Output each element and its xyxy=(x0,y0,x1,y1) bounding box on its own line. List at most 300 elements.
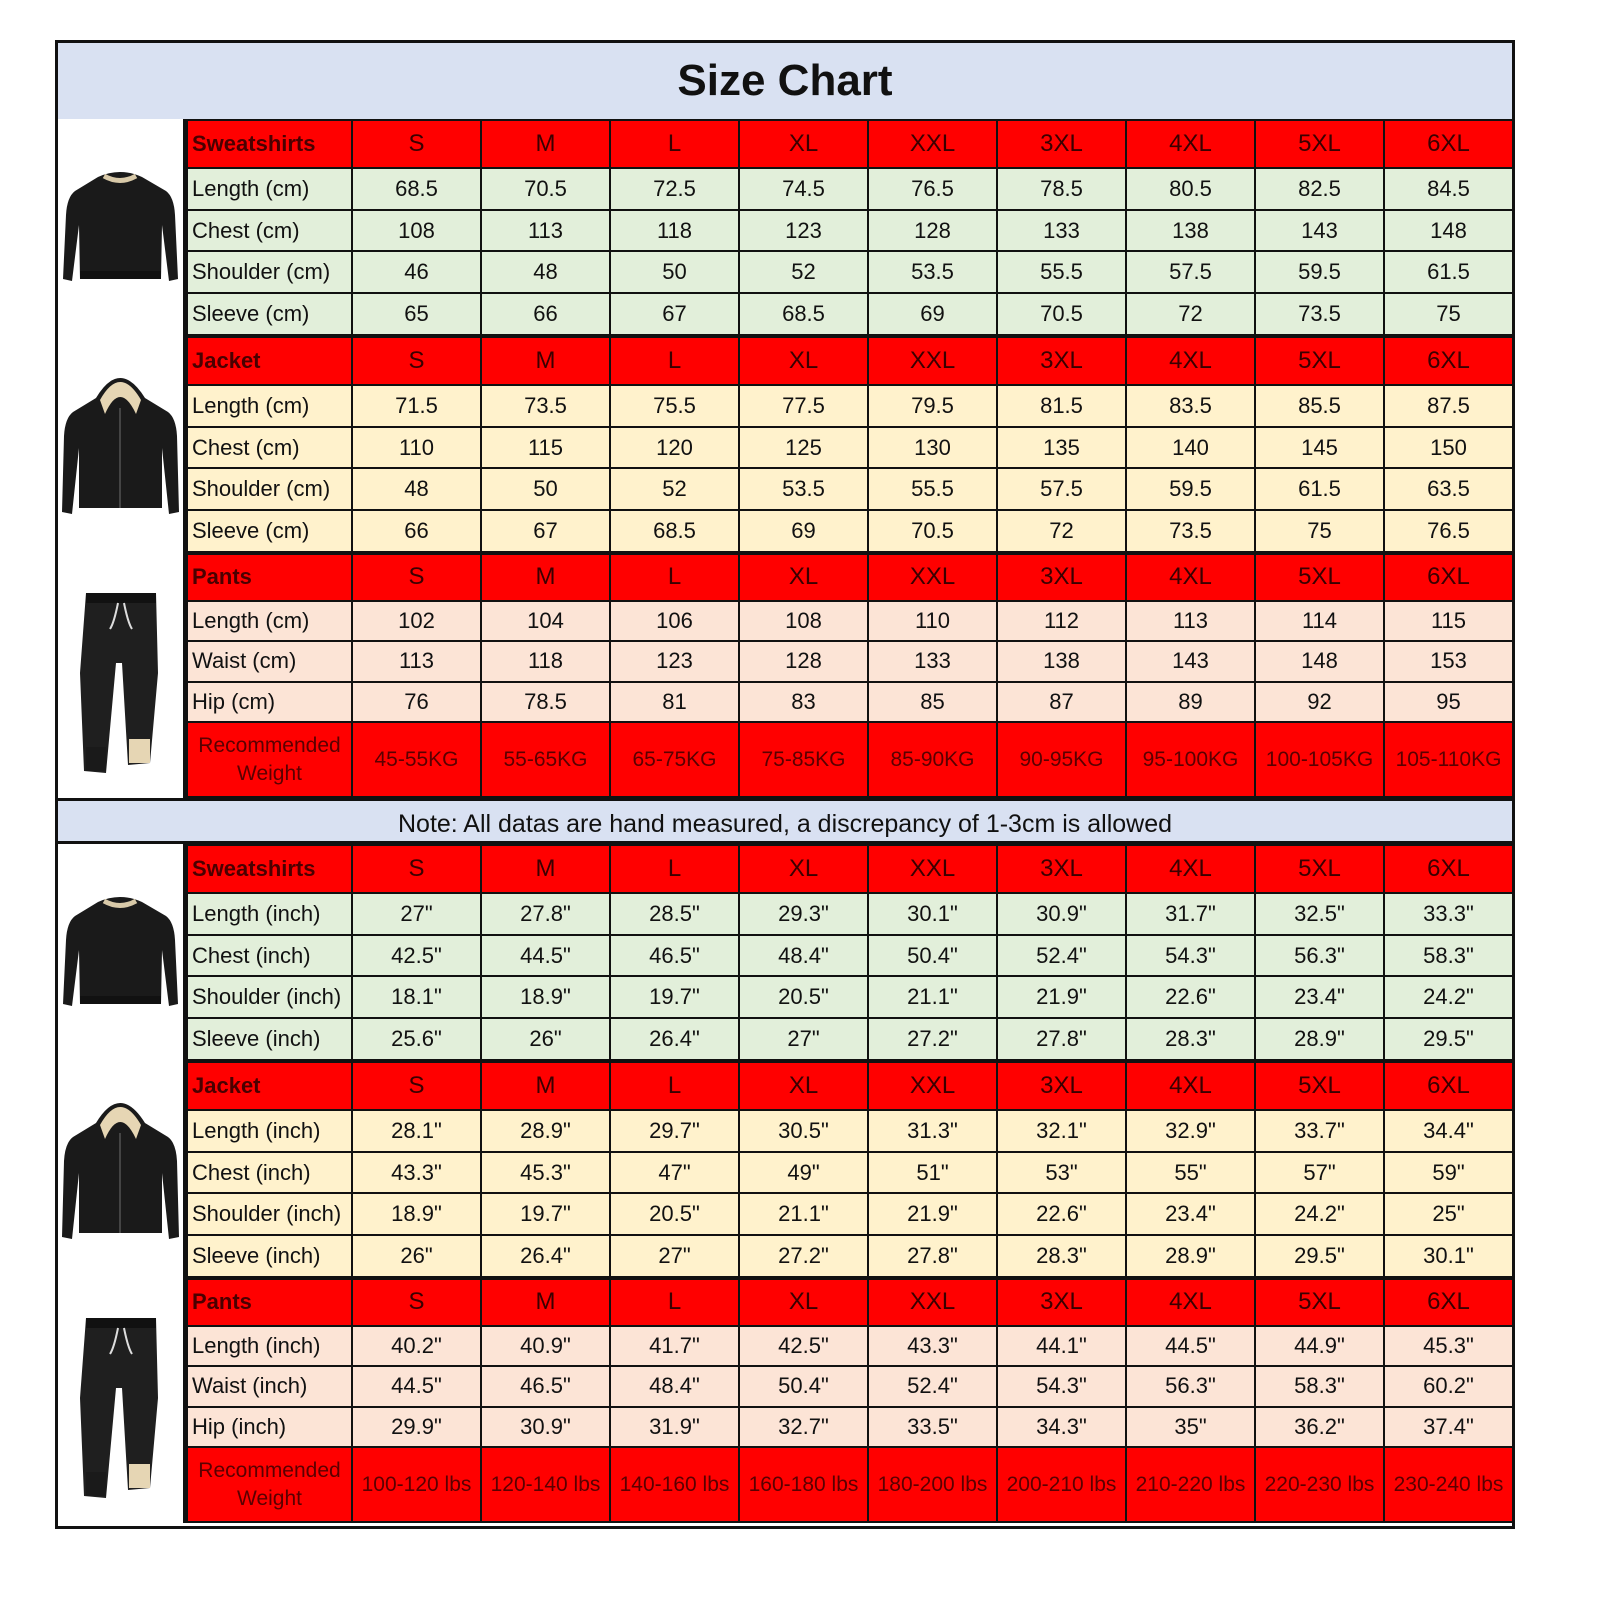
measurement-value: 61.5 xyxy=(1255,468,1384,510)
measurement-value: 35" xyxy=(1126,1407,1255,1448)
measurement-row xyxy=(187,1193,1513,1235)
size-label: XXL xyxy=(868,554,997,601)
size-label: 4XL xyxy=(1126,1279,1255,1326)
measurement-value: 59.5 xyxy=(1126,468,1255,510)
measurement-value: 28.9" xyxy=(481,1110,610,1152)
measurement-label: Sleeve (cm) xyxy=(187,293,352,335)
size-label: 3XL xyxy=(997,1279,1126,1326)
size-label: XXL xyxy=(868,120,997,168)
measurement-value: 53.5 xyxy=(868,251,997,293)
pants-image xyxy=(58,1278,183,1523)
measurement-value: 30.9" xyxy=(997,893,1126,935)
measurement-row xyxy=(187,1018,1513,1060)
size-label: 6XL xyxy=(1384,1279,1513,1326)
measurement-label: Hip (cm) xyxy=(187,682,352,723)
size-label: M xyxy=(481,1062,610,1110)
measurement-value: 23.4" xyxy=(1126,1193,1255,1235)
measurement-value: 44.5" xyxy=(1126,1326,1255,1367)
measurement-value: 24.2" xyxy=(1384,976,1513,1018)
measurement-value: 27" xyxy=(352,893,481,935)
size-header-row xyxy=(187,845,1513,893)
measurement-value: 85 xyxy=(868,682,997,723)
size-label: M xyxy=(481,337,610,385)
jacket-image xyxy=(58,336,183,551)
measurement-value: 113 xyxy=(481,210,610,252)
size-label: XL xyxy=(739,120,868,168)
measurement-value: 70.5 xyxy=(868,510,997,552)
measurement-value: 150 xyxy=(1384,427,1513,469)
measurement-value: 106 xyxy=(610,601,739,642)
size-label: XL xyxy=(739,1279,868,1326)
measurement-value: 123 xyxy=(610,641,739,682)
measurement-value: 56.3" xyxy=(1126,1366,1255,1407)
size-label: 6XL xyxy=(1384,1062,1513,1110)
measurement-value: 75 xyxy=(1384,293,1513,335)
product-name: Pants xyxy=(187,554,352,601)
measurement-value: 55" xyxy=(1126,1152,1255,1194)
measurement-value: 78.5 xyxy=(997,168,1126,210)
measurement-row xyxy=(187,210,1513,252)
measurement-value: 27" xyxy=(610,1235,739,1277)
measurement-value: 46.5" xyxy=(481,1366,610,1407)
size-label: L xyxy=(610,554,739,601)
recommended-weight-value: 85-90KG xyxy=(868,722,997,797)
measurement-value: 76.5 xyxy=(1384,510,1513,552)
measurement-label: Length (inch) xyxy=(187,1110,352,1152)
measurement-value: 46.5" xyxy=(610,935,739,977)
size-header-row xyxy=(187,1279,1513,1326)
measurement-value: 41.7" xyxy=(610,1326,739,1367)
measurement-value: 110 xyxy=(868,601,997,642)
measurement-label: Shoulder (inch) xyxy=(187,976,352,1018)
size-label: L xyxy=(610,1279,739,1326)
size-label: XL xyxy=(739,1062,868,1110)
measurement-value: 104 xyxy=(481,601,610,642)
recommended-weight-value: 210-220 lbs xyxy=(1126,1447,1255,1522)
measurement-value: 32.1" xyxy=(997,1110,1126,1152)
size-label: 5XL xyxy=(1255,337,1384,385)
measurement-value: 70.5 xyxy=(481,168,610,210)
measurement-row xyxy=(187,682,1513,723)
measurement-value: 130 xyxy=(868,427,997,469)
measurement-value: 26.4" xyxy=(481,1235,610,1277)
measurement-value: 76.5 xyxy=(868,168,997,210)
measurement-value: 40.9" xyxy=(481,1326,610,1367)
size-label: M xyxy=(481,845,610,893)
size-header-row xyxy=(187,337,1513,385)
measurement-value: 43.3" xyxy=(352,1152,481,1194)
measurement-value: 52 xyxy=(610,468,739,510)
measurement-value: 108 xyxy=(352,210,481,252)
measurement-value: 27.2" xyxy=(739,1235,868,1277)
recommended-weight-label: Recommended Weight xyxy=(187,722,352,797)
measurement-value: 33.3" xyxy=(1384,893,1513,935)
measurement-row xyxy=(187,601,1513,642)
measurement-value: 85.5 xyxy=(1255,385,1384,427)
measurement-label: Waist (cm) xyxy=(187,641,352,682)
measurement-value: 57" xyxy=(1255,1152,1384,1194)
measurement-value: 33.7" xyxy=(1255,1110,1384,1152)
recommended-weight-value: 100-105KG xyxy=(1255,722,1384,797)
measurement-value: 82.5 xyxy=(1255,168,1384,210)
measurement-value: 133 xyxy=(868,641,997,682)
measurement-value: 29.5" xyxy=(1384,1018,1513,1060)
recommended-weight-value: 160-180 lbs xyxy=(739,1447,868,1522)
measurement-value: 73.5 xyxy=(1126,510,1255,552)
measurement-label: Length (cm) xyxy=(187,168,352,210)
recommended-weight-value: 120-140 lbs xyxy=(481,1447,610,1522)
size-label: S xyxy=(352,845,481,893)
measurement-value: 31.3" xyxy=(868,1110,997,1152)
measurement-label: Chest (inch) xyxy=(187,1152,352,1194)
product-name: Jacket xyxy=(187,1062,352,1110)
size-label: 4XL xyxy=(1126,120,1255,168)
size-label: 3XL xyxy=(997,554,1126,601)
size-label: 5XL xyxy=(1255,120,1384,168)
recommended-weight-value: 95-100KG xyxy=(1126,722,1255,797)
size-label: 4XL xyxy=(1126,1062,1255,1110)
measurement-row xyxy=(187,641,1513,682)
measurement-label: Sleeve (inch) xyxy=(187,1235,352,1277)
measurement-value: 26" xyxy=(352,1235,481,1277)
product-name: Sweatshirts xyxy=(187,845,352,893)
size-label: 5XL xyxy=(1255,554,1384,601)
recommended-weight-row xyxy=(187,1447,1513,1522)
measurement-value: 118 xyxy=(610,210,739,252)
measurement-value: 52.4" xyxy=(868,1366,997,1407)
size-label: 5XL xyxy=(1255,1279,1384,1326)
measurement-value: 66 xyxy=(481,293,610,335)
size-label: 3XL xyxy=(997,845,1126,893)
measurement-value: 28.3" xyxy=(997,1235,1126,1277)
measurement-value: 32.9" xyxy=(1126,1110,1255,1152)
measurement-value: 28.9" xyxy=(1126,1235,1255,1277)
measurement-value: 22.6" xyxy=(1126,976,1255,1018)
recommended-weight-value: 45-55KG xyxy=(352,722,481,797)
measurement-value: 78.5 xyxy=(481,682,610,723)
measurement-value: 51" xyxy=(868,1152,997,1194)
measurement-value: 74.5 xyxy=(739,168,868,210)
measurement-label: Waist (inch) xyxy=(187,1366,352,1407)
measurement-value: 140 xyxy=(1126,427,1255,469)
measurement-value: 48 xyxy=(481,251,610,293)
measurement-label: Shoulder (cm) xyxy=(187,468,352,510)
measurement-value: 143 xyxy=(1126,641,1255,682)
measurement-label: Chest (inch) xyxy=(187,935,352,977)
size-label: XL xyxy=(739,845,868,893)
measurement-value: 120 xyxy=(610,427,739,469)
size-label: XXL xyxy=(868,845,997,893)
measurement-value: 36.2" xyxy=(1255,1407,1384,1448)
measurement-value: 28.3" xyxy=(1126,1018,1255,1060)
measurement-value: 44.1" xyxy=(997,1326,1126,1367)
measurement-value: 37.4" xyxy=(1384,1407,1513,1448)
size-label: 3XL xyxy=(997,337,1126,385)
measurement-value: 21.1" xyxy=(739,1193,868,1235)
recommended-weight-value: 65-75KG xyxy=(610,722,739,797)
measurement-row xyxy=(187,468,1513,510)
inch-jacket-table xyxy=(186,1061,1514,1278)
measurement-value: 21.9" xyxy=(997,976,1126,1018)
size-label: XL xyxy=(739,554,868,601)
measurement-value: 52.4" xyxy=(997,935,1126,977)
size-label: S xyxy=(352,337,481,385)
measurement-value: 153 xyxy=(1384,641,1513,682)
size-label: L xyxy=(610,1062,739,1110)
measurement-value: 30.1" xyxy=(1384,1235,1513,1277)
measurement-row xyxy=(187,168,1513,210)
recommended-weight-value: 230-240 lbs xyxy=(1384,1447,1513,1522)
measurement-value: 113 xyxy=(1126,601,1255,642)
sweatshirt-image xyxy=(58,119,183,334)
recommended-weight-value: 100-120 lbs xyxy=(352,1447,481,1522)
measurement-value: 143 xyxy=(1255,210,1384,252)
measurement-row xyxy=(187,510,1513,552)
measurement-value: 28.5" xyxy=(610,893,739,935)
size-label: 5XL xyxy=(1255,1062,1384,1110)
size-label: 6XL xyxy=(1384,845,1513,893)
measurement-value: 45.3" xyxy=(481,1152,610,1194)
size-label: 3XL xyxy=(997,120,1126,168)
measurement-value: 73.5 xyxy=(481,385,610,427)
measurement-value: 118 xyxy=(481,641,610,682)
size-label: S xyxy=(352,1279,481,1326)
measurement-value: 71.5 xyxy=(352,385,481,427)
measurement-value: 25" xyxy=(1384,1193,1513,1235)
measurement-value: 123 xyxy=(739,210,868,252)
measurement-value: 67 xyxy=(481,510,610,552)
chart-title: Size Chart xyxy=(58,43,1512,122)
measurement-value: 145 xyxy=(1255,427,1384,469)
measurement-value: 87.5 xyxy=(1384,385,1513,427)
size-label: 4XL xyxy=(1126,337,1255,385)
measurement-value: 69 xyxy=(739,510,868,552)
measurement-label: Chest (cm) xyxy=(187,210,352,252)
measurement-value: 108 xyxy=(739,601,868,642)
measurement-value: 20.5" xyxy=(610,1193,739,1235)
measurement-note: Note: All datas are hand measured, a discrepancy of 1-3cm is allowed xyxy=(58,798,1512,844)
measurement-value: 61.5 xyxy=(1384,251,1513,293)
measurement-value: 70.5 xyxy=(997,293,1126,335)
size-label: M xyxy=(481,554,610,601)
measurement-value: 21.9" xyxy=(868,1193,997,1235)
measurement-value: 69 xyxy=(868,293,997,335)
measurement-value: 138 xyxy=(1126,210,1255,252)
measurement-label: Length (cm) xyxy=(187,601,352,642)
measurement-value: 112 xyxy=(997,601,1126,642)
measurement-value: 75.5 xyxy=(610,385,739,427)
size-label: 6XL xyxy=(1384,120,1513,168)
product-picture xyxy=(58,336,186,553)
measurement-row xyxy=(187,1235,1513,1277)
measurement-value: 66 xyxy=(352,510,481,552)
recommended-weight-label: Recommended Weight xyxy=(187,1447,352,1522)
measurement-value: 33.5" xyxy=(868,1407,997,1448)
measurement-value: 72 xyxy=(1126,293,1255,335)
product-picture xyxy=(58,119,186,336)
measurement-value: 28.1" xyxy=(352,1110,481,1152)
measurement-value: 56.3" xyxy=(1255,935,1384,977)
recommended-weight-value: 55-65KG xyxy=(481,722,610,797)
measurement-value: 26" xyxy=(481,1018,610,1060)
recommended-weight-value: 200-210 lbs xyxy=(997,1447,1126,1522)
pants-image xyxy=(58,553,183,798)
measurement-value: 27.8" xyxy=(481,893,610,935)
measurement-value: 55.5 xyxy=(868,468,997,510)
size-label: 6XL xyxy=(1384,337,1513,385)
measurement-value: 114 xyxy=(1255,601,1384,642)
product-name: Jacket xyxy=(187,337,352,385)
measurement-value: 57.5 xyxy=(1126,251,1255,293)
measurement-row xyxy=(187,976,1513,1018)
measurement-value: 50 xyxy=(610,251,739,293)
measurement-value: 133 xyxy=(997,210,1126,252)
measurement-value: 89 xyxy=(1126,682,1255,723)
recommended-weight-value: 220-230 lbs xyxy=(1255,1447,1384,1522)
measurement-value: 81 xyxy=(610,682,739,723)
measurement-label: Hip (inch) xyxy=(187,1407,352,1448)
measurement-row xyxy=(187,1152,1513,1194)
measurement-value: 30.1" xyxy=(868,893,997,935)
measurement-value: 102 xyxy=(352,601,481,642)
measurement-row xyxy=(187,1110,1513,1152)
size-label: 6XL xyxy=(1384,554,1513,601)
measurement-value: 34.4" xyxy=(1384,1110,1513,1152)
measurement-value: 27" xyxy=(739,1018,868,1060)
product-picture xyxy=(58,553,186,798)
measurement-value: 92 xyxy=(1255,682,1384,723)
measurement-value: 50.4" xyxy=(739,1366,868,1407)
recommended-weight-value: 90-95KG xyxy=(997,722,1126,797)
product-name: Pants xyxy=(187,1279,352,1326)
measurement-value: 54.3" xyxy=(997,1366,1126,1407)
measurement-value: 40.2" xyxy=(352,1326,481,1367)
product-picture xyxy=(58,844,186,1061)
measurement-value: 110 xyxy=(352,427,481,469)
measurement-row xyxy=(187,1326,1513,1367)
measurement-value: 31.7" xyxy=(1126,893,1255,935)
measurement-value: 44.9" xyxy=(1255,1326,1384,1367)
measurement-row xyxy=(187,293,1513,335)
measurement-value: 25.6" xyxy=(352,1018,481,1060)
sweatshirt-image xyxy=(58,844,183,1059)
measurement-value: 80.5 xyxy=(1126,168,1255,210)
measurement-value: 32.5" xyxy=(1255,893,1384,935)
size-label: XL xyxy=(739,337,868,385)
measurement-value: 53" xyxy=(997,1152,1126,1194)
measurement-value: 24.2" xyxy=(1255,1193,1384,1235)
product-name: Sweatshirts xyxy=(187,120,352,168)
measurement-row xyxy=(187,1407,1513,1448)
size-label: 5XL xyxy=(1255,845,1384,893)
measurement-row xyxy=(187,1366,1513,1407)
inch-sweatshirts-table xyxy=(186,844,1514,1061)
measurement-row xyxy=(187,251,1513,293)
measurement-value: 54.3" xyxy=(1126,935,1255,977)
measurement-value: 68.5 xyxy=(610,510,739,552)
measurement-value: 53.5 xyxy=(739,468,868,510)
measurement-value: 46 xyxy=(352,251,481,293)
measurement-value: 52 xyxy=(739,251,868,293)
size-label: S xyxy=(352,1062,481,1110)
measurement-row xyxy=(187,935,1513,977)
product-picture xyxy=(58,1061,186,1278)
recommended-weight-value: 180-200 lbs xyxy=(868,1447,997,1522)
measurement-value: 20.5" xyxy=(739,976,868,1018)
measurement-label: Sleeve (inch) xyxy=(187,1018,352,1060)
size-label: L xyxy=(610,845,739,893)
measurement-value: 26.4" xyxy=(610,1018,739,1060)
measurement-value: 75 xyxy=(1255,510,1384,552)
measurement-value: 19.7" xyxy=(610,976,739,1018)
measurement-label: Length (inch) xyxy=(187,1326,352,1367)
measurement-value: 115 xyxy=(1384,601,1513,642)
measurement-label: Length (inch) xyxy=(187,893,352,935)
measurement-value: 81.5 xyxy=(997,385,1126,427)
size-label: M xyxy=(481,120,610,168)
size-label: XXL xyxy=(868,337,997,385)
measurement-value: 76 xyxy=(352,682,481,723)
measurement-value: 28.9" xyxy=(1255,1018,1384,1060)
measurement-value: 22.6" xyxy=(997,1193,1126,1235)
recommended-weight-value: 105-110KG xyxy=(1384,722,1513,797)
measurement-label: Shoulder (inch) xyxy=(187,1193,352,1235)
measurement-value: 65 xyxy=(352,293,481,335)
measurement-value: 68.5 xyxy=(352,168,481,210)
measurement-value: 47" xyxy=(610,1152,739,1194)
measurement-value: 18.9" xyxy=(352,1193,481,1235)
size-label: S xyxy=(352,554,481,601)
measurement-value: 79.5 xyxy=(868,385,997,427)
measurement-value: 34.3" xyxy=(997,1407,1126,1448)
measurement-value: 44.5" xyxy=(481,935,610,977)
size-header-row xyxy=(187,120,1513,168)
measurement-value: 29.9" xyxy=(352,1407,481,1448)
measurement-value: 32.7" xyxy=(739,1407,868,1448)
measurement-value: 138 xyxy=(997,641,1126,682)
recommended-weight-row xyxy=(187,722,1513,797)
recommended-weight-value: 75-85KG xyxy=(739,722,868,797)
measurement-label: Chest (cm) xyxy=(187,427,352,469)
size-header-row xyxy=(187,1062,1513,1110)
measurement-value: 113 xyxy=(352,641,481,682)
measurement-value: 68.5 xyxy=(739,293,868,335)
measurement-row xyxy=(187,427,1513,469)
measurement-value: 148 xyxy=(1255,641,1384,682)
measurement-value: 30.9" xyxy=(481,1407,610,1448)
measurement-value: 50 xyxy=(481,468,610,510)
measurement-value: 63.5 xyxy=(1384,468,1513,510)
measurement-value: 42.5" xyxy=(352,935,481,977)
measurement-value: 59.5 xyxy=(1255,251,1384,293)
size-chart xyxy=(55,40,1515,1529)
measurement-value: 128 xyxy=(739,641,868,682)
measurement-value: 48.4" xyxy=(739,935,868,977)
measurement-value: 148 xyxy=(1384,210,1513,252)
measurement-value: 29.5" xyxy=(1255,1235,1384,1277)
size-label: XXL xyxy=(868,1279,997,1326)
measurement-value: 49" xyxy=(739,1152,868,1194)
measurement-value: 31.9" xyxy=(610,1407,739,1448)
measurement-value: 58.3" xyxy=(1255,1366,1384,1407)
cm-jacket-table xyxy=(186,336,1514,553)
measurement-value: 30.5" xyxy=(739,1110,868,1152)
size-label: S xyxy=(352,120,481,168)
measurement-value: 59" xyxy=(1384,1152,1513,1194)
measurement-value: 27.2" xyxy=(868,1018,997,1060)
measurement-value: 72.5 xyxy=(610,168,739,210)
cm-pants-table xyxy=(186,553,1514,798)
